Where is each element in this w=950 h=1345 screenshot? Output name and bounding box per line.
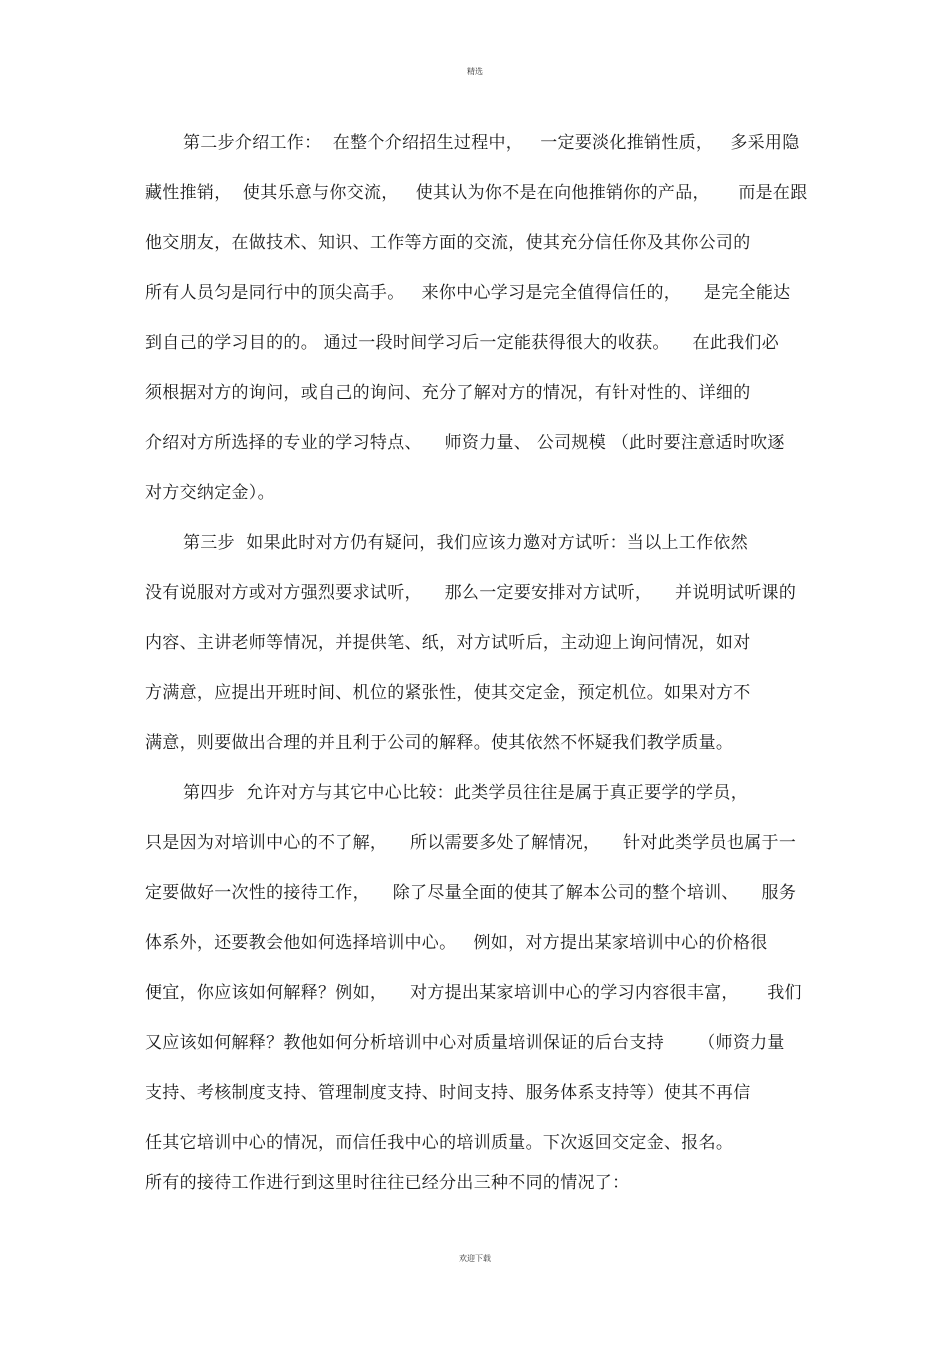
text-line: 他交朋友，在做技术、知识、工作等方面的交流，使其充分信任你及其你公司的 xyxy=(145,233,751,253)
text-line: 第二步介绍工作： 在整个介绍招生过程中， 一定要淡化推销性质， 多采用隐 xyxy=(183,133,800,153)
page-footer: 欢迎下载 xyxy=(459,1254,491,1263)
text-line: 所有人员匀是同行中的顶尖高手。 来你中心学习是完全值得信任的， 是完全能达 xyxy=(145,283,791,303)
text-line: 介绍对方所选择的专业的学习特点、 师资力量、 公司规模 （此时要注意适时吹逐 xyxy=(145,433,785,453)
text-line: 支持、考核制度支持、管理制度支持、时间支持、服务体系支持等）使其不再信 xyxy=(145,1083,751,1103)
text-line: 体系外，还要教会他如何选择培训中心。 例如，对方提出某家培训中心的价格很 xyxy=(145,933,768,953)
text-line: 便宜，你应该如何解释？例如， 对方提出某家培训中心的学习内容很丰富， 我们 xyxy=(145,983,802,1003)
text-line: 到自己的学习目的的。 通过一段时间学习后一定能获得很大的收获。 在此我们必 xyxy=(145,333,780,353)
page-header: 精选 xyxy=(467,67,483,76)
text-line: 对方交纳定金）。 xyxy=(145,483,275,503)
text-line: 须根据对方的询问，或自己的询问、充分了解对方的情况，有针对性的、详细的 xyxy=(145,383,751,403)
text-line: 又应该如何解释？教他如何分析培训中心对质量培训保证的后台支持 （师资力量 xyxy=(145,1033,785,1053)
text-line: 方满意，应提出开班时间、机位的紧张性，使其交定金，预定机位。如果对方不 xyxy=(145,683,751,703)
text-line: 所有的接待工作进行到这里时往往已经分出三种不同的情况了： xyxy=(145,1173,630,1193)
text-line: 任其它培训中心的情况，而信任我中心的培训质量。下次返回交定金、报名。 xyxy=(145,1133,734,1153)
text-line: 只是因为对培训中心的不了解， 所以需要多处了解情况， 针对此类学员也属于一 xyxy=(145,833,797,853)
text-line: 藏性推销， 使其乐意与你交流， 使其认为你不是在向他推销你的产品， 而是在跟 xyxy=(145,183,808,203)
text-line: 内容、主讲老师等情况，并提供笔、纸，对方试听后，主动迎上询问情况，如对 xyxy=(145,633,751,653)
text-line: 没有说服对方或对方强烈要求试听， 那么一定要安排对方试听， 并说明试听课的 xyxy=(145,583,797,603)
document-body xyxy=(145,128,825,1208)
text-line: 定要做好一次性的接待工作， 除了尽量全面的使其了解本公司的整个培训、 服务 xyxy=(145,883,797,903)
text-line: 第三步 如果此时对方仍有疑问，我们应该力邀对方试听：当以上工作依然 xyxy=(183,533,749,553)
text-line: 第四步 允许对方与其它中心比较：此类学员往往是属于真正要学的学员， xyxy=(183,783,749,803)
text-line: 满意，则要做出合理的并且利于公司的解释。使其依然不怀疑我们教学质量。 xyxy=(145,733,734,753)
